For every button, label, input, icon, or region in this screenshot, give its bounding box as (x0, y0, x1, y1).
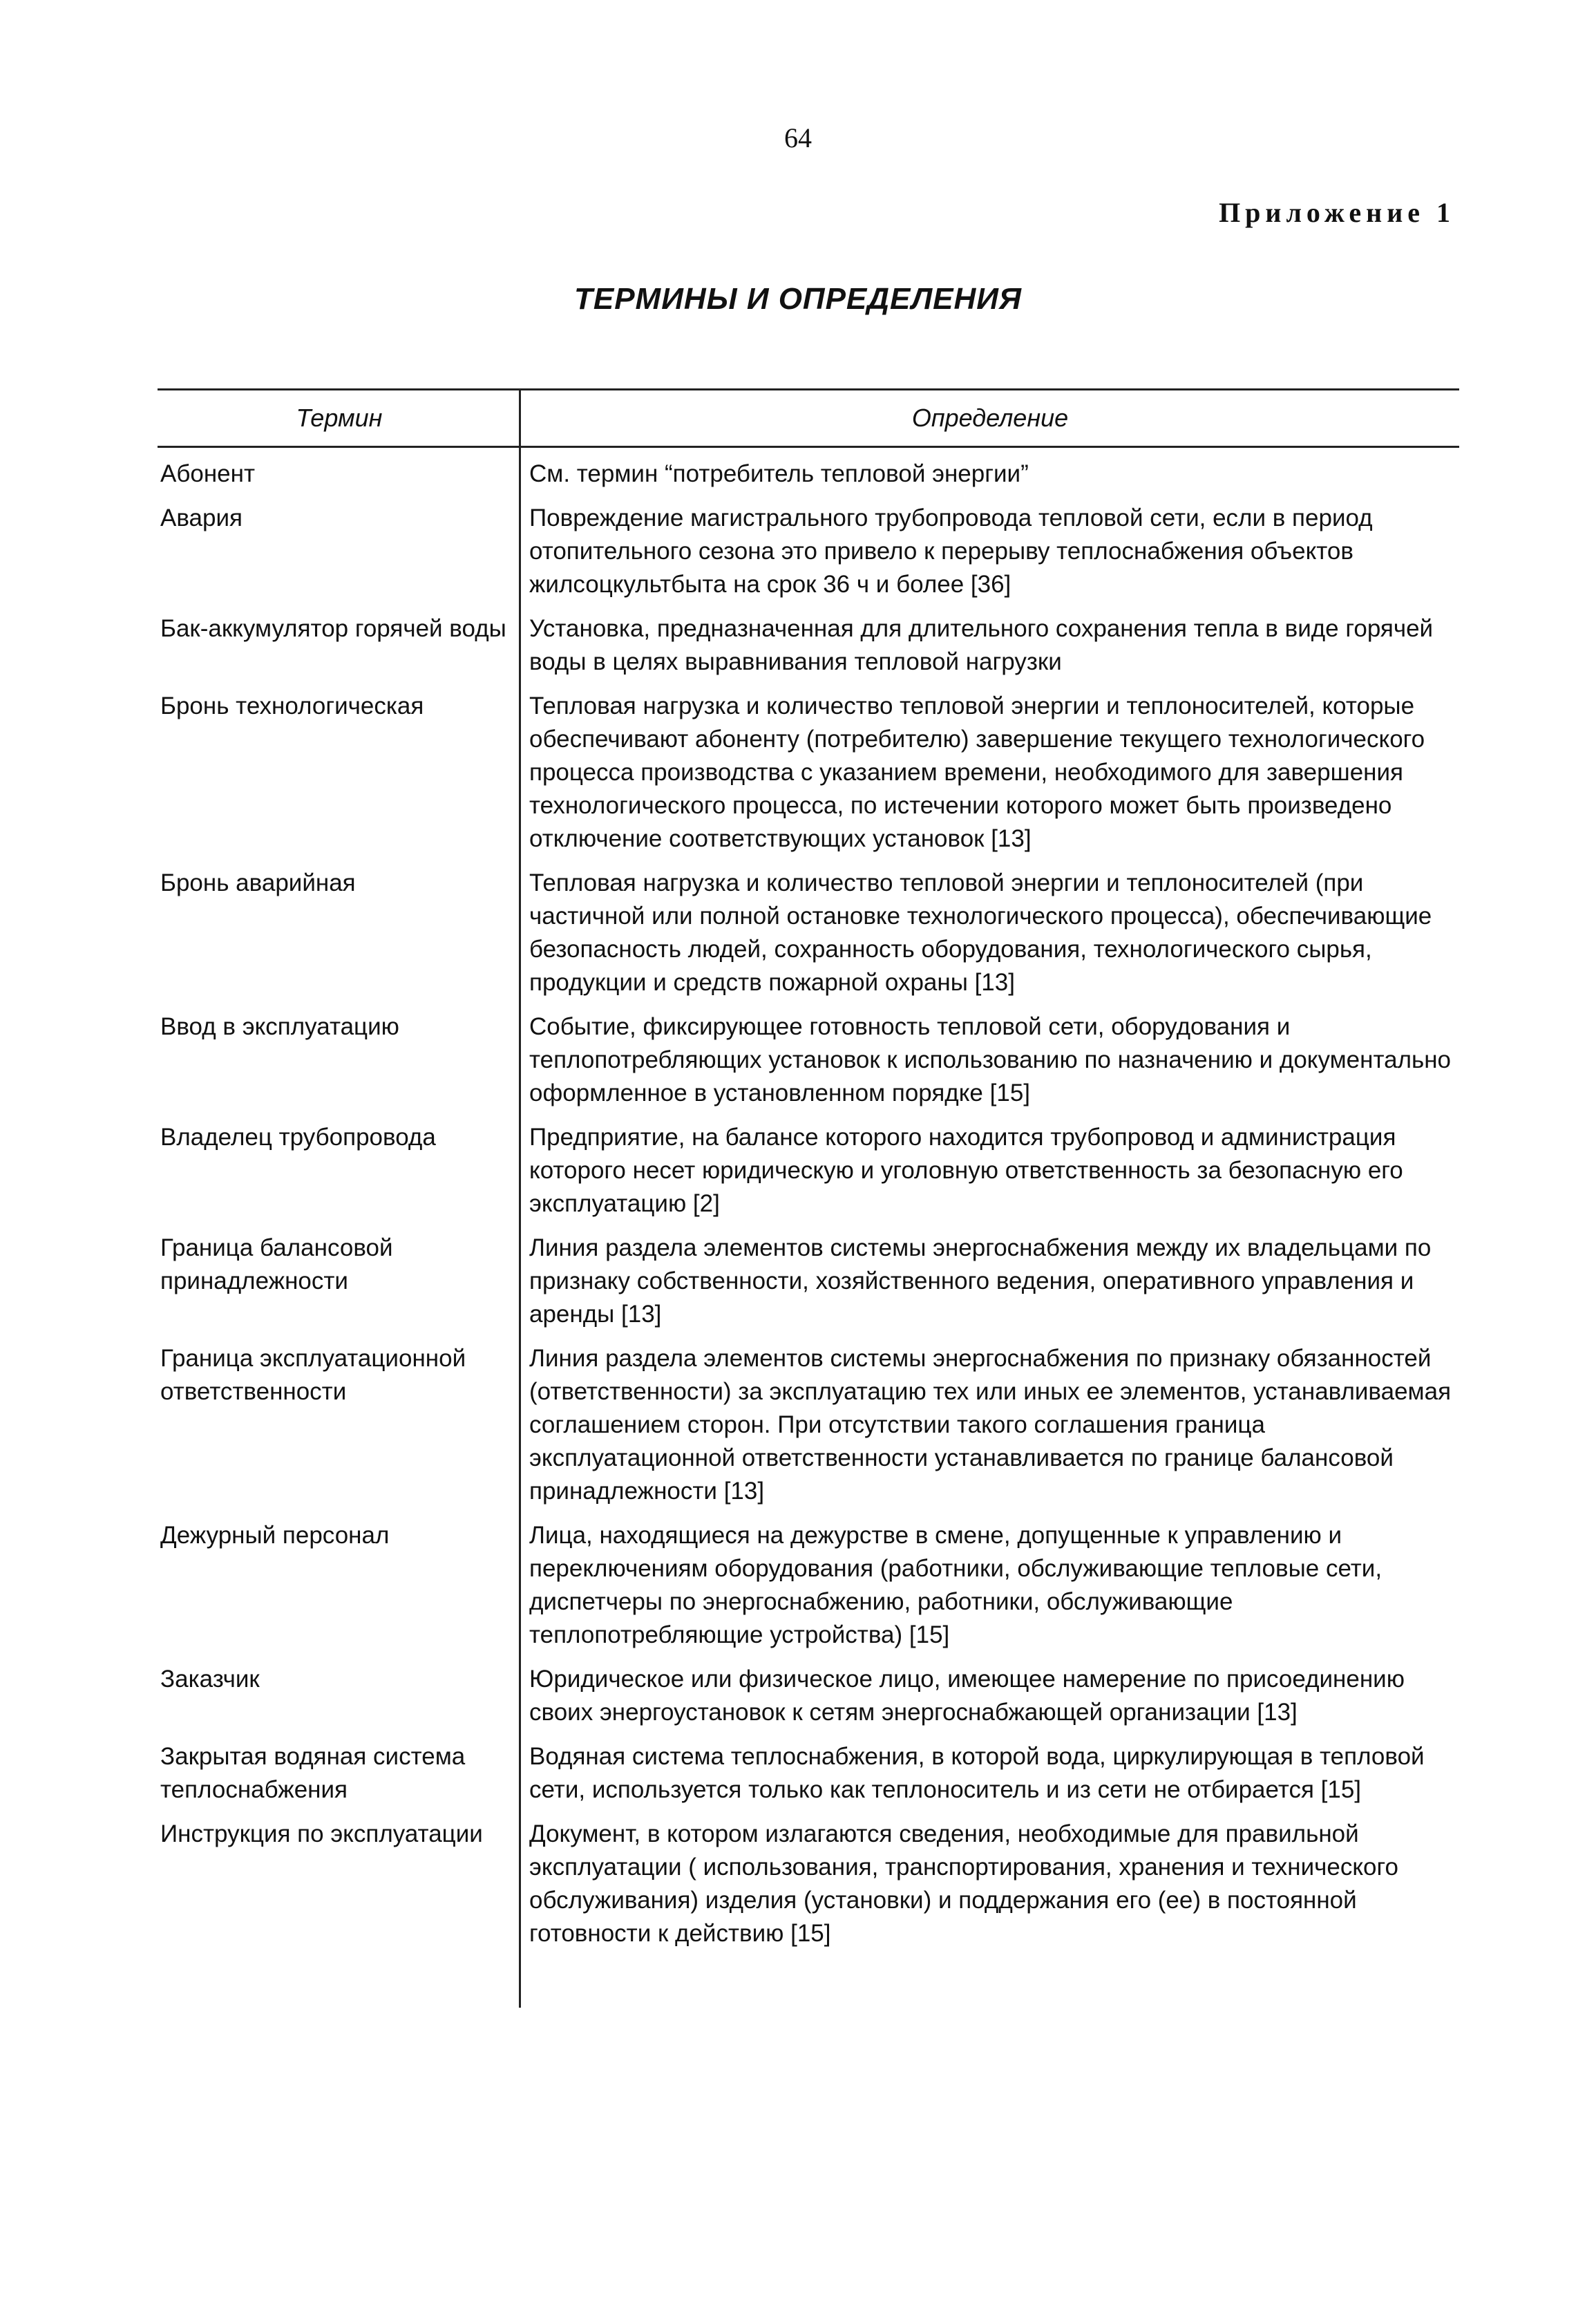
term-cell: Инструкция по эксплуатации (160, 1820, 483, 1847)
definition-cell: Предприятие, на балансе которого находится трубопровод и администрация которого несет юридическую и уголовную ответственность за безопасную его эксплуатацию [2] (529, 1124, 1403, 1217)
term-cell: Дежурный персонал (160, 1522, 390, 1549)
header-term: Термин (296, 404, 383, 432)
table-header (158, 390, 1459, 448)
table-row (158, 1663, 1459, 1729)
definition-cell: Документ, в котором излагаются сведения, необходимые для правильной эксплуатации ( использования, транспортирования, хранения и технического обслуживания) изделия (установки) и поддержания его (ее) в постоянной готовности к действию [15] (529, 1820, 1398, 1947)
table-row (158, 458, 1459, 491)
definition-cell: Тепловая нагрузка и количество тепловой энергии и теплоносителей (при частичной или полной остановке технологического процесса), обеспечивающие безопасность людей, сохранность оборудования, технологического сырья, продукции и средств пожарной охраны [13] (529, 869, 1432, 996)
term-cell: Абонент (160, 460, 256, 487)
term-cell: Бронь технологическая (160, 692, 424, 719)
table-row (158, 1121, 1459, 1221)
term-cell: Владелец трубопровода (160, 1124, 436, 1151)
appendix-label: Приложение 1 (1219, 197, 1455, 228)
table-row (158, 1232, 1459, 1331)
definition-cell: Тепловая нагрузка и количество тепловой энергии и теплоносителей, которые обеспечивают абоненту (потребителю) завершение текущего технологического процесса производства с указанием времени, необходимого для завершения технологического процесса, по истечении которого может быть произведено отключение соответствующих установок [13] (529, 692, 1425, 852)
table-row (158, 1740, 1459, 1807)
definition-cell: Юридическое или физическое лицо, имеющее намерение по присоединению своих энергоустановок к сетям энергоснабжающей организации [13] (529, 1666, 1405, 1726)
header-definition: Определение (911, 404, 1069, 432)
table-row (158, 612, 1459, 679)
table-row (158, 1818, 1459, 1950)
term-cell: Граница балансовой принадлежности (160, 1234, 393, 1294)
column-divider (519, 390, 521, 2008)
definition-cell: Повреждение магистрального трубопровода тепловой сети, если в период отопительного сезона это привело к перерыву теплоснабжения объектов жилсоцкультбыта на срок 36 ч и более [36] (529, 505, 1373, 598)
page-title: ТЕРМИНЫ И ОПРЕДЕЛЕНИЯ (573, 282, 1023, 316)
definition-cell: См. термин “потребитель тепловой энергии” (529, 460, 1029, 487)
table-row (158, 690, 1459, 856)
term-cell: Заказчик (160, 1666, 260, 1693)
table-row (158, 1519, 1459, 1652)
definition-cell: Линия раздела элементов системы энергоснабжения по признаку обязанностей (ответственности) за эксплуатацию тех или иных ее элементов, устанавливаемая соглашением сторон. При отсутствии такого соглашения граница эксплуатационной ответственности устанавливается по границе балансовой принадлежности [13] (529, 1345, 1452, 1505)
page-number: 64 (784, 122, 812, 153)
definition-cell: Установка, предназначенная для длительного сохранения тепла в виде горячей воды в целях выравнивания тепловой нагрузки (529, 615, 1434, 675)
term-cell: Ввод в эксплуатацию (160, 1013, 399, 1040)
term-cell: Бронь аварийная (160, 869, 356, 896)
table-row (158, 1342, 1459, 1508)
definition-cell: Событие, фиксирующее готовность тепловой сети, оборудования и теплопотребляющих установок к использованию по назначению и документально оформленное в установленном порядке [15] (529, 1013, 1452, 1106)
term-cell: Бак-аккумулятор горячей воды (160, 615, 506, 642)
table-row (158, 502, 1459, 601)
table-row (158, 1010, 1459, 1110)
term-cell: Граница эксплуатационной ответственности (160, 1345, 466, 1405)
term-cell: Авария (160, 505, 243, 531)
terms-table (158, 388, 1459, 1950)
table-row (158, 867, 1459, 999)
term-cell: Закрытая водяная система теплоснабжения (160, 1743, 466, 1803)
definition-cell: Водяная система теплоснабжения, в которой вода, циркулирующая в тепловой сети, используется только как теплоноситель и из сети не отбирается [15] (529, 1743, 1425, 1803)
definition-cell: Линия раздела элементов системы энергоснабжения между их владельцами по признаку собственности, хозяйственного ведения, оперативного управления и аренды [13] (529, 1234, 1432, 1328)
definition-cell: Лица, находящиеся на дежурстве в смене, допущенные к управлению и переключениям оборудования (работники, обслуживающие тепловые сети, диспетчеры по энергоснабжению, работники, обслуживающие теплопотребляющие устройства) [15] (529, 1522, 1383, 1648)
